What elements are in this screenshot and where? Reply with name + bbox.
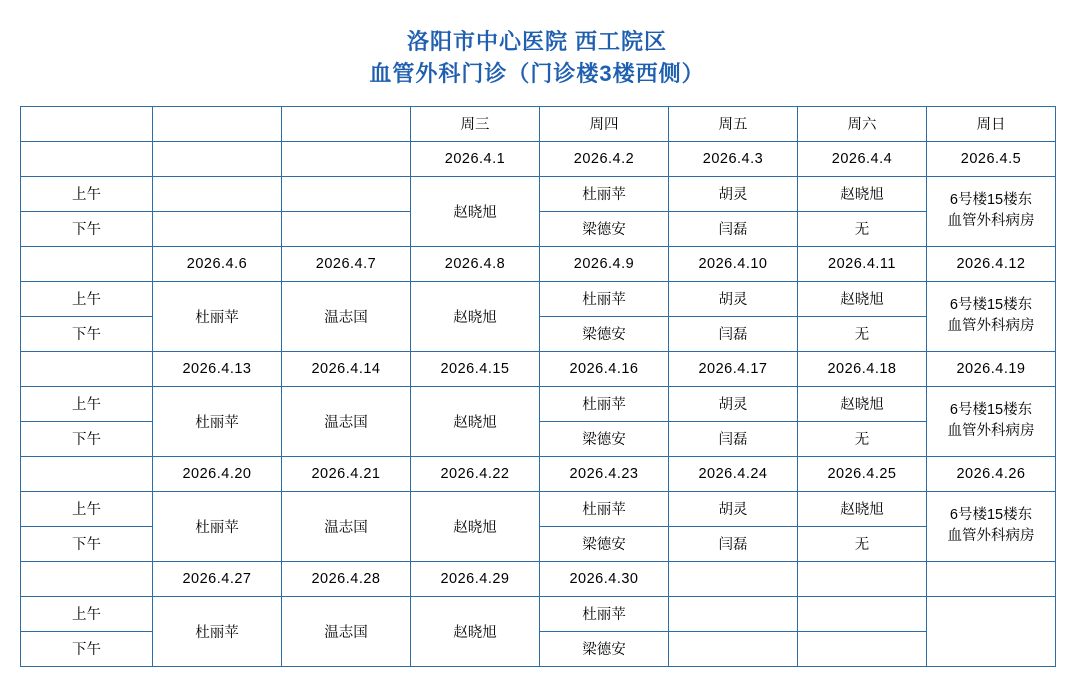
doctor-cell [153, 176, 282, 211]
date-cell [153, 141, 282, 176]
date-cell: 2026.4.22 [411, 456, 540, 491]
doctor-cell: 无 [798, 526, 927, 561]
date-cell: 2026.4.3 [669, 141, 798, 176]
doctor-cell [153, 211, 282, 246]
date-cell: 2026.4.26 [927, 456, 1056, 491]
header-wednesday: 周三 [411, 106, 540, 141]
date-cell: 2026.4.14 [282, 351, 411, 386]
page-title [0, 0, 1074, 90]
doctor-cell: 闫磊 [669, 211, 798, 246]
ward-note-line2: 血管外科病房 [947, 213, 1035, 230]
doctor-cell-tue: 温志国 [282, 596, 411, 666]
doctor-cell-mon: 杜丽苹 [153, 386, 282, 456]
doctor-cell: 闫磊 [669, 316, 798, 351]
doctor-cell-wed: 赵晓旭 [411, 281, 540, 351]
doctor-cell: 胡灵 [669, 176, 798, 211]
ward-note [927, 176, 1056, 246]
doctor-cell: 梁德安 [540, 421, 669, 456]
date-row-label [21, 141, 153, 176]
date-cell [798, 561, 927, 596]
doctor-cell: 梁德安 [540, 526, 669, 561]
doctor-cell: 杜丽苹 [540, 386, 669, 421]
header-thursday: 周四 [540, 106, 669, 141]
table-row-morning [21, 491, 1056, 526]
date-row-label [21, 351, 153, 386]
doctor-cell: 梁德安 [540, 211, 669, 246]
hospital-name: 洛阳市中心医院 西工院区 [406, 29, 668, 54]
table-row-morning [21, 281, 1056, 316]
date-cell: 2026.4.10 [669, 246, 798, 281]
header-sunday: 周日 [927, 106, 1056, 141]
row-label-afternoon: 下午 [21, 316, 153, 351]
date-cell: 2026.4.8 [411, 246, 540, 281]
table-row-morning [21, 386, 1056, 421]
doctor-cell: 无 [798, 421, 927, 456]
date-cell: 2026.4.4 [798, 141, 927, 176]
date-row-label [21, 456, 153, 491]
doctor-cell-wed: 赵晓旭 [411, 491, 540, 561]
date-row-label [21, 561, 153, 596]
date-cell: 2026.4.2 [540, 141, 669, 176]
ward-note-line2: 血管外科病房 [947, 318, 1035, 335]
doctor-cell [282, 211, 411, 246]
doctor-cell-mon: 杜丽苹 [153, 491, 282, 561]
ward-note-line1: 6号楼15楼东 [949, 296, 1033, 313]
doctor-cell-tue: 温志国 [282, 281, 411, 351]
date-cell: 2026.4.30 [540, 561, 669, 596]
table-row-dates [21, 456, 1056, 491]
doctor-cell [669, 596, 798, 631]
date-cell: 2026.4.11 [798, 246, 927, 281]
row-label-afternoon: 下午 [21, 211, 153, 246]
date-cell: 2026.4.17 [669, 351, 798, 386]
doctor-cell: 赵晓旭 [798, 176, 927, 211]
row-label-afternoon: 下午 [21, 631, 153, 666]
doctor-cell: 无 [798, 316, 927, 351]
row-label-morning: 上午 [21, 176, 153, 211]
doctor-cell: 胡灵 [669, 281, 798, 316]
doctor-cell: 杜丽苹 [540, 176, 669, 211]
date-cell: 2026.4.28 [282, 561, 411, 596]
doctor-cell-mon: 杜丽苹 [153, 281, 282, 351]
date-cell: 2026.4.20 [153, 456, 282, 491]
schedule-table [20, 106, 1056, 667]
row-label-morning: 上午 [21, 491, 153, 526]
doctor-cell [669, 631, 798, 666]
doctor-cell: 杜丽苹 [540, 491, 669, 526]
table-row-dates [21, 246, 1056, 281]
ward-note [927, 386, 1056, 456]
doctor-cell: 无 [798, 211, 927, 246]
ward-note [927, 281, 1056, 351]
row-label-afternoon: 下午 [21, 421, 153, 456]
date-cell: 2026.4.5 [927, 141, 1056, 176]
table-row-weekday-header [21, 106, 1056, 141]
table-row-dates [21, 141, 1056, 176]
doctor-cell [798, 631, 927, 666]
header-corner [21, 106, 153, 141]
ward-note-line1: 6号楼15楼东 [949, 401, 1033, 418]
row-label-morning: 上午 [21, 596, 153, 631]
ward-note-line1: 6号楼15楼东 [949, 506, 1033, 523]
ward-note-line2: 血管外科病房 [947, 528, 1035, 545]
ward-note-empty [927, 596, 1056, 666]
doctor-cell-wed: 赵晓旭 [411, 386, 540, 456]
header-friday: 周五 [669, 106, 798, 141]
ward-note-line1: 6号楼15楼东 [949, 191, 1033, 208]
date-cell: 2026.4.16 [540, 351, 669, 386]
header-monday [153, 106, 282, 141]
doctor-cell [282, 176, 411, 211]
doctor-cell: 赵晓旭 [798, 491, 927, 526]
doctor-cell: 杜丽苹 [540, 281, 669, 316]
row-label-morning: 上午 [21, 281, 153, 316]
date-cell: 2026.4.13 [153, 351, 282, 386]
table-row-morning [21, 176, 1056, 211]
date-cell: 2026.4.27 [153, 561, 282, 596]
date-cell [282, 141, 411, 176]
date-cell: 2026.4.7 [282, 246, 411, 281]
doctor-cell: 梁德安 [540, 631, 669, 666]
row-label-morning: 上午 [21, 386, 153, 421]
doctor-cell-wed: 赵晓旭 [411, 596, 540, 666]
row-label-afternoon: 下午 [21, 526, 153, 561]
date-cell [927, 561, 1056, 596]
ward-note-line2: 血管外科病房 [947, 423, 1035, 440]
date-cell: 2026.4.21 [282, 456, 411, 491]
date-cell: 2026.4.6 [153, 246, 282, 281]
date-cell: 2026.4.18 [798, 351, 927, 386]
header-saturday: 周六 [798, 106, 927, 141]
doctor-cell: 闫磊 [669, 421, 798, 456]
date-cell: 2026.4.29 [411, 561, 540, 596]
doctor-cell-tue: 温志国 [282, 491, 411, 561]
doctor-cell-wed: 赵晓旭 [411, 176, 540, 246]
schedule-table-wrap [20, 106, 1054, 667]
doctor-cell-mon: 杜丽苹 [153, 596, 282, 666]
date-cell: 2026.4.15 [411, 351, 540, 386]
date-cell: 2026.4.24 [669, 456, 798, 491]
doctor-cell: 赵晓旭 [798, 281, 927, 316]
table-row-dates [21, 561, 1056, 596]
date-cell: 2026.4.23 [540, 456, 669, 491]
table-row-morning [21, 596, 1056, 631]
date-row-label [21, 246, 153, 281]
doctor-cell: 闫磊 [669, 526, 798, 561]
date-cell [669, 561, 798, 596]
date-cell: 2026.4.12 [927, 246, 1056, 281]
doctor-cell: 杜丽苹 [540, 596, 669, 631]
doctor-cell-tue: 温志国 [282, 386, 411, 456]
doctor-cell: 赵晓旭 [798, 386, 927, 421]
department-name: 血管外科门诊（门诊楼3楼西侧） [369, 60, 705, 86]
ward-note [927, 491, 1056, 561]
doctor-cell: 胡灵 [669, 386, 798, 421]
doctor-cell: 梁德安 [540, 316, 669, 351]
date-cell: 2026.4.9 [540, 246, 669, 281]
doctor-cell: 胡灵 [669, 491, 798, 526]
date-cell: 2026.4.19 [927, 351, 1056, 386]
header-tuesday [282, 106, 411, 141]
table-row-dates [21, 351, 1056, 386]
doctor-cell [798, 596, 927, 631]
date-cell: 2026.4.1 [411, 141, 540, 176]
date-cell: 2026.4.25 [798, 456, 927, 491]
